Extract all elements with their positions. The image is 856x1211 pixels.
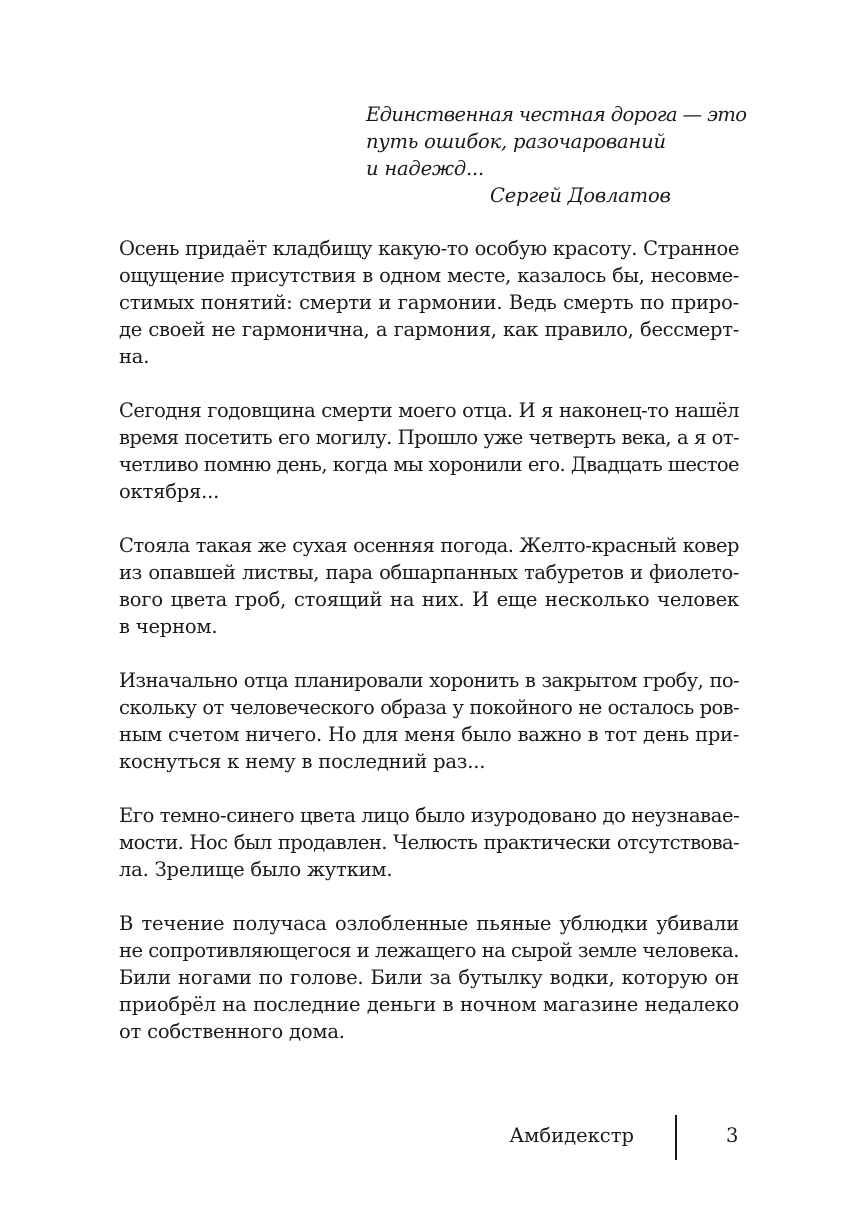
text-line: в черном. (119, 615, 218, 638)
text-line: Стояла такая же сухая осенняя погода. Желто-красный ковер (119, 534, 739, 557)
paragraph (119, 667, 739, 775)
main-text (119, 235, 739, 1072)
running-footer-title: Амбидекстр (509, 1124, 634, 1147)
text-line: Сегодня годовщина смерти моего отца. И я наконец-то нашёл (119, 399, 739, 422)
text-line: Осень придаёт кладбищу какую-то особую красоту. Странное (119, 237, 739, 260)
paragraph (119, 235, 739, 370)
paragraph (119, 397, 739, 505)
epigraph-line: и надежд... (366, 157, 485, 180)
text-line: время посетить его могилу. Прошло уже четверть века, а я от- (119, 426, 739, 449)
text-line: ощущение присутствия в одном месте, казалось бы, несовме- (119, 264, 739, 287)
paragraph (119, 802, 739, 883)
text-line: стимых понятий: смерти и гармонии. Ведь смерть по приро- (119, 291, 739, 314)
text-line: де своей не гармонична, а гармония, как правило, бессмерт- (119, 318, 739, 341)
text-line: скольку от человеческого образа у покойного не осталось ров- (119, 696, 739, 719)
page-number: 3 (726, 1124, 739, 1147)
text-line: ла. Зрелище было жутким. (119, 858, 393, 881)
text-line: мости. Нос был продавлен. Челюсть практически отсутствова- (119, 831, 739, 854)
text-line: из опавшей листвы, пара обшарпанных табуретов и фиолето- (119, 561, 739, 584)
epigraph (366, 101, 746, 209)
text-line: Изначально отца планировали хоронить в закрытом гробу, по- (119, 669, 739, 692)
footer-divider (675, 1115, 677, 1160)
text-line: октября... (119, 480, 220, 503)
text-line: ным счетом ничего. Но для меня было важно в тот день при- (119, 723, 739, 746)
text-line: Били ногами по голове. Били за бутылку водки, которую он (119, 966, 739, 989)
text-line: на. (119, 345, 150, 368)
paragraph (119, 532, 739, 640)
text-line: приобрёл на последние деньги в ночном магазине недалеко (119, 993, 739, 1016)
text-line: не сопротивляющегося и лежащего на сырой земле человека. (119, 939, 739, 962)
paragraph (119, 910, 739, 1045)
epigraph-line: Единственная честная дорога — это (366, 103, 747, 126)
text-line: от собственного дома. (119, 1020, 345, 1043)
epigraph-line: путь ошибок, разочарований (366, 130, 666, 153)
text-line: четливо помню день, когда мы хоронили его. Двадцать шестое (119, 453, 739, 476)
text-line: Его темно-синего цвета лицо было изуродовано до неузнавае- (119, 804, 740, 827)
text-line: коснуться к нему в последний раз... (119, 750, 486, 773)
text-line: В течение получаса озлобленные пьяные ублюдки убивали (119, 912, 739, 935)
text-line: вого цвета гроб, стоящий на них. И еще несколько человек (119, 588, 739, 611)
epigraph-author: Сергей Довлатов (490, 184, 671, 207)
